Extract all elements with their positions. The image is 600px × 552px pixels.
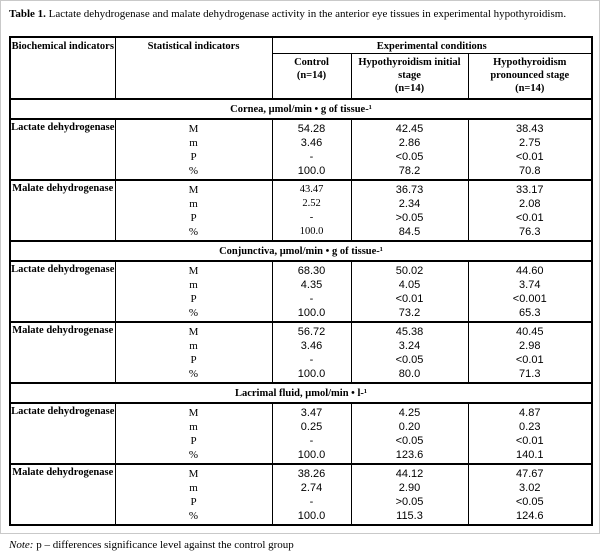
value: 44.60 [515,264,544,277]
value: 3.46 [300,339,323,352]
column-header-control [272,54,351,100]
biochemical-indicator-label: Lactate dehydrogenase [10,261,115,322]
stat-label: M [188,264,199,277]
value: 3.74 [519,278,541,291]
value: 2.74 [300,481,323,494]
value-cell-pronounced [468,180,592,241]
condition-n: (n=14) [296,70,327,81]
value: 84.5 [398,225,421,238]
stat-labels-cell [115,180,272,241]
value: 68.30 [297,264,326,277]
value: 36.73 [395,183,424,196]
value: 38.26 [297,467,326,480]
stat-label: % [188,448,199,461]
value: 3.46 [300,136,323,149]
value: 47.67 [515,467,544,480]
column-header-initial-stage [351,54,468,100]
value: 2.98 [519,339,541,352]
biochemical-indicator-label: Lactate dehydrogenase [10,403,115,464]
condition-n: (n=14) [515,83,545,94]
value: 43.47 [299,183,324,195]
column-header-pronounced-stage [468,54,592,100]
section-title: Cornea, μmol/min • g of tissue-¹ [10,99,592,119]
value: 73.2 [398,306,421,319]
stat-label: P [190,150,197,163]
value: 70.8 [519,164,541,177]
value-cell-control [272,322,351,383]
stat-label: % [188,306,199,319]
value: 100.0 [297,164,326,177]
stat-label: % [188,225,199,238]
biochemical-indicator-label: Malate dehydrogenase [10,322,115,383]
value-cell-pronounced [468,322,592,383]
value: 80.0 [398,367,421,380]
value: 44.12 [395,467,424,480]
value: 140.1 [515,448,544,461]
value: <0.01 [515,150,544,163]
value: 100.0 [297,367,326,380]
value-cell-control [272,403,351,464]
value: 33.17 [515,183,544,196]
value-cell-control [272,261,351,322]
table-caption [9,8,599,21]
table-caption-text: Lactate dehydrogenase and malate dehydrogenase activity in the anterior eye tissues in experimental hypothyroidism. [45,8,567,20]
indicator-row [10,261,592,322]
stat-label: P [190,211,197,224]
stat-label: m [189,420,198,433]
value-cell-control [272,119,351,180]
indicator-row [10,322,592,383]
value-cell-pronounced [468,403,592,464]
stat-labels-cell [115,403,272,464]
section-title: Lacrimal fluid, μmol/min • l-¹ [10,383,592,403]
stat-label: M [188,467,199,480]
condition-name: Hypothyroidism pronounced stage [490,57,570,81]
stat-label: P [190,434,197,447]
biochemical-indicator-label: Malate dehydrogenase [10,464,115,525]
value: 0.20 [398,420,421,433]
value: 50.02 [395,264,424,277]
value: 71.3 [519,367,541,380]
stat-label: % [188,164,199,177]
value: <0.05 [395,434,424,447]
section-row [10,241,592,261]
value: <0.01 [515,353,544,366]
biochemical-indicator-label: Lactate dehydrogenase [10,119,115,180]
value-cell-initial [351,464,468,525]
stat-label: P [190,292,197,305]
stat-label: % [188,509,199,522]
stat-label: % [188,367,199,380]
value: 56.72 [297,325,326,338]
table-note-label: Note: [9,539,34,551]
value-cell-pronounced [468,261,592,322]
value: 54.28 [297,122,326,135]
value: 4.35 [300,278,323,291]
value: 4.87 [519,406,541,419]
stat-label: m [189,339,198,352]
value-cell-control [272,464,351,525]
stat-label: M [188,406,199,419]
value: <0.01 [395,292,424,305]
value-cell-pronounced [468,464,592,525]
value: 124.6 [515,509,544,522]
value: 45.38 [395,325,424,338]
value-cell-control [272,180,351,241]
value: 2.90 [398,481,421,494]
stat-label: m [189,481,198,494]
section-row [10,383,592,403]
stat-label: m [189,278,198,291]
value: 38.43 [515,122,544,135]
value: 100.0 [299,225,324,237]
value-cell-initial [351,261,468,322]
value: 123.6 [395,448,424,461]
value: <0.05 [395,150,424,163]
stat-label: P [190,353,197,366]
indicator-row [10,119,592,180]
table-note [9,539,599,552]
value: 40.45 [515,325,544,338]
value: <0.05 [395,353,424,366]
value-cell-pronounced [468,119,592,180]
value: 4.05 [398,278,421,291]
value: <0.01 [515,211,544,224]
stat-label: m [189,136,198,149]
value: - [309,211,314,223]
stat-labels-cell [115,261,272,322]
table-header [10,37,592,99]
value: - [309,495,314,508]
value: 4.25 [398,406,421,419]
value: 2.75 [519,136,541,149]
column-header-biochemical: Biochemical indicators [10,37,115,99]
data-table [9,36,593,526]
header-row-top [10,37,592,54]
value-cell-initial [351,180,468,241]
stat-label: P [190,495,197,508]
value: 65.3 [519,306,541,319]
section-row [10,99,592,119]
condition-n: (n=14) [394,83,425,94]
table-body [10,99,592,525]
value: 2.34 [398,197,421,210]
stat-label: M [188,122,199,135]
value: <0.05 [515,495,544,508]
value: 42.45 [395,122,424,135]
value: 2.08 [519,197,541,210]
value: 0.25 [300,420,323,433]
value: >0.05 [395,211,424,224]
condition-name: Control [294,57,329,68]
value: - [309,292,314,305]
stat-labels-cell [115,464,272,525]
value: >0.05 [395,495,424,508]
column-header-statistical: Statistical indicators [115,37,272,99]
value: 78.2 [398,164,421,177]
indicator-row [10,464,592,525]
value: 100.0 [297,509,326,522]
value: 0.23 [519,420,541,433]
value-cell-initial [351,119,468,180]
indicator-row [10,180,592,241]
value: 2.52 [302,197,321,209]
column-header-experimental: Experimental conditions [272,37,592,54]
value: <0.001 [512,292,547,305]
value: - [309,150,314,163]
value: - [309,434,314,447]
stat-labels-cell [115,322,272,383]
value: 2.86 [398,136,421,149]
indicator-row [10,403,592,464]
value: <0.01 [515,434,544,447]
value-cell-initial [351,322,468,383]
value-cell-initial [351,403,468,464]
table-note-text: p – differences significance level against the control group [33,539,294,551]
stat-labels-cell [115,119,272,180]
value: 3.02 [519,481,541,494]
condition-name: Hypothyroidism initial stage [358,57,461,81]
value: 100.0 [297,306,326,319]
value: - [309,353,314,366]
biochemical-indicator-label: Malate dehydrogenase [10,180,115,241]
stat-label: M [188,183,199,196]
value: 3.24 [398,339,421,352]
value: 3.47 [300,406,323,419]
section-title: Conjunctiva, μmol/min • g of tissue-¹ [10,241,592,261]
stat-label: M [188,325,199,338]
stat-label: m [189,197,198,210]
value: 115.3 [396,509,423,522]
value: 76.3 [519,225,541,238]
table-caption-label: Table 1. [9,8,46,20]
value: 100.0 [297,448,326,461]
